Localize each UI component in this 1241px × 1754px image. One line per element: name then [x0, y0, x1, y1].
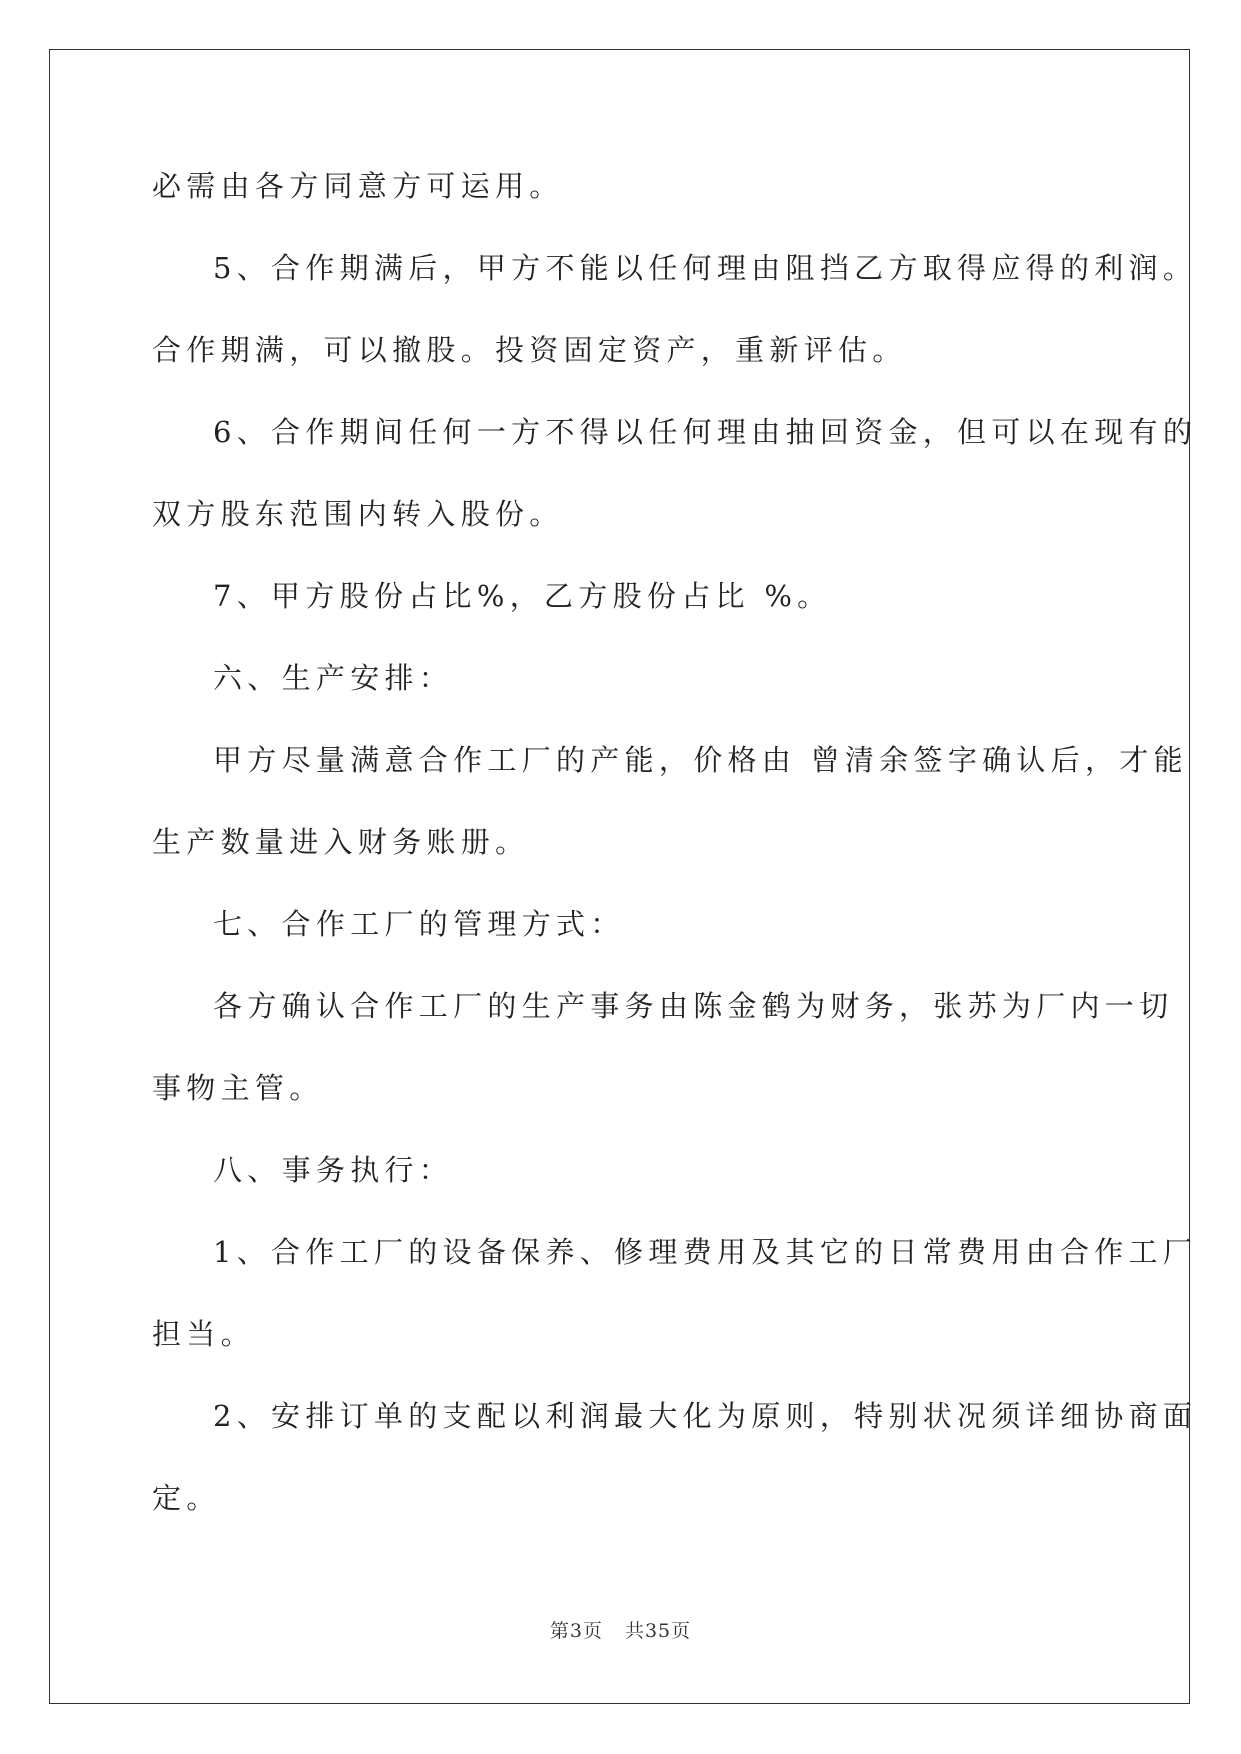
- section-heading-production: 六、生产安排：: [213, 661, 454, 695]
- paragraph-line-2: 5、合作期满后，甲方不能以任何理由阻挡乙方取得应得的利润。: [213, 251, 1198, 285]
- paragraph-line-6: 7、甲方股份占比%，乙方股份占比 %。: [213, 579, 832, 613]
- paragraph-line-15: 担当。: [152, 1317, 255, 1351]
- page-footer: [0, 1616, 1241, 1643]
- paragraph-line-9: 生产数量进入财务账册。: [152, 825, 530, 859]
- paragraph-line-17: 定。: [152, 1481, 221, 1515]
- paragraph-line-4: 6、合作期间任何一方不得以任何理由抽回资金，但可以在现有的: [213, 415, 1198, 449]
- page-number-total: 共35页: [624, 1620, 692, 1642]
- paragraph-line-11: 各方确认合作工厂的生产事务由陈金鹤为财务，张苏为厂内一切: [213, 989, 1174, 1023]
- paragraph-line-16: 2、安排订单的支配以利润最大化为原则，特别状况须详细协商面: [213, 1399, 1198, 1433]
- paragraph-line-14: 1、合作工厂的设备保养、修理费用及其它的日常费用由合作工厂: [213, 1235, 1198, 1269]
- paragraph-line-12: 事物主管。: [152, 1071, 324, 1105]
- section-heading-management: 七、合作工厂的管理方式：: [213, 907, 625, 941]
- paragraph-line-3: 合作期满，可以撤股。投资固定资产，重新评估。: [152, 333, 907, 367]
- paragraph-line-5: 双方股东范围内转入股份。: [152, 497, 564, 531]
- document-body: [152, 166, 1198, 1560]
- paragraph-line-8: 甲方尽量满意合作工厂的产能，价格由 曾清余签字确认后，才能: [213, 743, 1188, 777]
- section-heading-execution: 八、事务执行：: [213, 1153, 454, 1187]
- page-number-current: 第3页: [549, 1620, 603, 1642]
- paragraph-line-1: 必需由各方同意方可运用。: [152, 169, 564, 203]
